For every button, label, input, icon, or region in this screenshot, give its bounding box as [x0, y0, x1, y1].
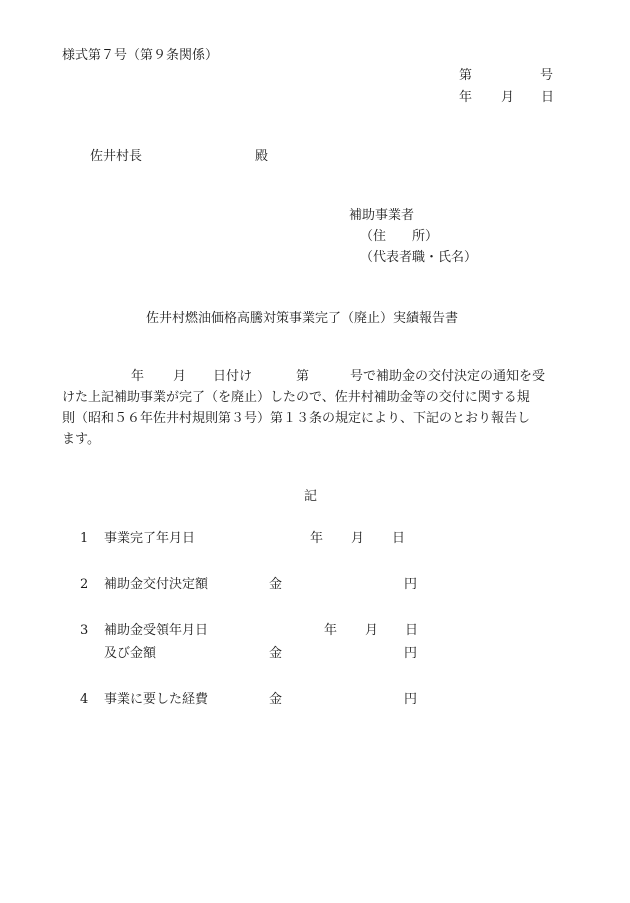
- item-2-label: 補助金交付決定額: [104, 577, 209, 592]
- item-4-number: 4: [80, 692, 89, 707]
- date-month: 月: [501, 90, 515, 105]
- document-title: 佐井村燃油価格高騰対策事業完了（廃止）実績報告書: [146, 311, 459, 326]
- item-4-yen: 円: [404, 692, 418, 707]
- doc-number-go: 号: [540, 68, 554, 83]
- form-number: 様式第７号（第９条関係）: [62, 48, 219, 63]
- addressee-name: 佐井村長: [90, 149, 143, 164]
- item-1-number: 1: [80, 531, 89, 546]
- ki-heading: 記: [304, 489, 318, 504]
- item-3-label2: 及び金額: [104, 646, 157, 661]
- applicant-label: 補助事業者: [349, 208, 415, 223]
- addressee-honorific: 殿: [255, 149, 269, 164]
- body-month: 月: [173, 369, 187, 384]
- body-line3: 則（昭和５６年佐井村規則第３号）第１３条の規定により、下記のとおり報告し: [62, 411, 531, 426]
- body-dated: 日付け: [213, 369, 253, 384]
- item-3-label: 補助金受領年月日: [104, 623, 209, 638]
- doc-number-dai: 第: [459, 68, 473, 83]
- item-3-month: 月: [365, 623, 379, 638]
- item-2-kin: 金: [269, 577, 283, 592]
- item-1-label: 事業完了年月日: [104, 531, 196, 546]
- body-line1-rest: 号で補助金の交付決定の通知を受: [350, 369, 546, 384]
- item-3-kin: 金: [269, 646, 283, 661]
- item-4-kin: 金: [269, 692, 283, 707]
- date-year: 年: [459, 90, 473, 105]
- applicant-representative: （代表者職・氏名）: [360, 250, 478, 265]
- body-line2: けた上記補助事業が完了（を廃止）したので、佐井村補助金等の交付に関する規: [62, 390, 530, 405]
- item-4-label: 事業に要した経費: [104, 692, 209, 707]
- date-day: 日: [541, 90, 555, 105]
- item-1-month: 月: [351, 531, 365, 546]
- item-1-day: 日: [392, 531, 406, 546]
- item-1-year: 年: [310, 531, 324, 546]
- item-2-yen: 円: [404, 577, 418, 592]
- item-2-number: 2: [80, 577, 89, 592]
- item-3-yen: 円: [404, 646, 418, 661]
- body-dai: 第: [296, 369, 310, 384]
- body-year: 年: [131, 369, 145, 384]
- applicant-address: （住 所）: [360, 229, 439, 244]
- item-3-year: 年: [324, 623, 338, 638]
- body-line4: ます。: [62, 432, 100, 447]
- item-3-day: 日: [405, 623, 419, 638]
- item-3-number: 3: [80, 623, 89, 638]
